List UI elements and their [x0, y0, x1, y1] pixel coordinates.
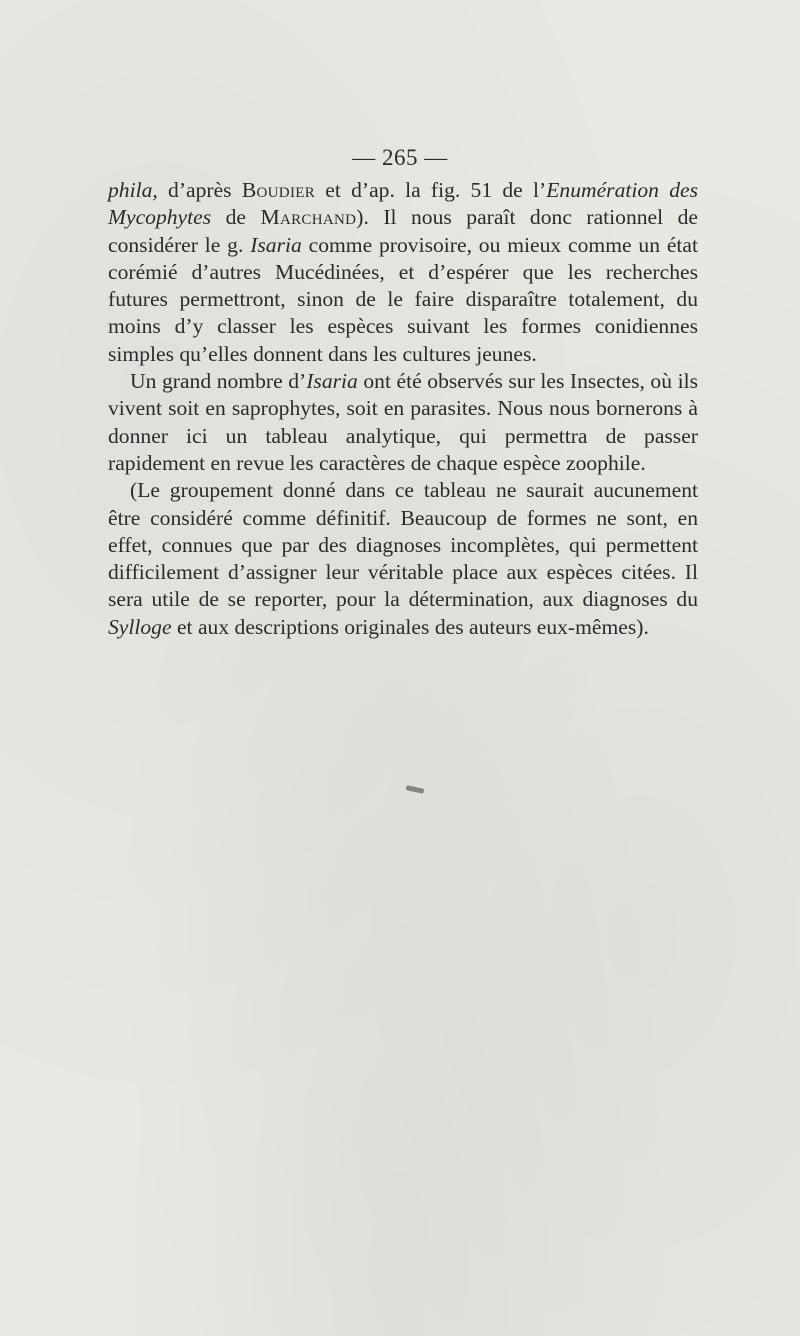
text-segment: de	[211, 205, 261, 230]
paragraph-1	[108, 177, 698, 368]
text-segment: comme provisoire, ou mieux comme un état corémié d’autres Mucédinées, et d’espérer que les recherches futures permettront, sinon de le faire disparaître totalement, du moins d’y classer les espèces suivant les formes conidiennes simples qu’elles donnent dans les cultures jeunes.	[108, 232, 698, 366]
page-number: — 265 —	[352, 145, 448, 170]
text-segment-italic: Isaria	[306, 369, 358, 394]
text-segment: et aux descriptions originales des auteurs eux-mêmes).	[171, 614, 649, 639]
author-name: Boudier	[241, 178, 316, 202]
text-segment-italic: Enumération des Mycophytes	[108, 178, 698, 230]
paragraph-3	[108, 477, 698, 641]
text-segment: ). Il nous paraît donc rationnel de considérer le g.	[108, 205, 698, 257]
author-name: Marchand	[260, 205, 357, 230]
text-segment-italic: Sylloge	[108, 614, 172, 639]
text-segment: d’après	[157, 178, 242, 202]
text-segment: (Le groupement donné dans ce tableau ne saurait aucunement être considéré comme définitif. Beaucoup de formes ne sont, en effet, connues que par des diagnoses incomplètes, qui permettent difficilement d’assigner leur véritable place aux espèces citées. Il sera utile de se reporter, pour la détermination, aux diagnoses du	[108, 478, 698, 612]
text-segment: ont été observés sur les Insectes, où ils vivent soit en saprophytes, soit en parasites. Nous nous bornerons à donner ici un tableau analytique, qui permettra de passer rapidement en revue les caractères de chaque espèce zoophile.	[108, 369, 699, 475]
body-text	[108, 177, 698, 641]
text-segment-italic: phila,	[108, 178, 158, 202]
paragraph-2	[108, 368, 698, 477]
text-segment: et d’ap. la fig. 51 de l’	[315, 178, 547, 202]
ink-speck	[406, 785, 425, 794]
text-segment: Un grand nombre d’	[130, 369, 307, 394]
text-segment-italic: Isaria	[250, 232, 302, 257]
